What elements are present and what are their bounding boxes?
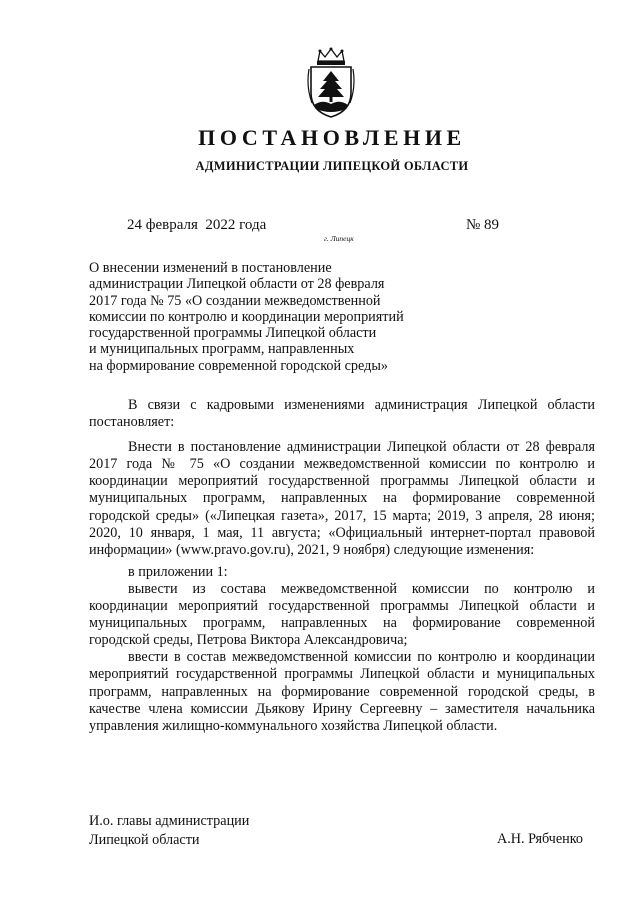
heading-line: О внесении изменений в постановление: [89, 260, 332, 276]
body-paragraph: Внести в постановление администрации Липецкой области от 28 февраля 2017 года № 75 «О создании межведомственной комиссии по контролю и координации мероприятий государственной программы Липецкой области и муниципальных программ, направленных на формирование современной городской среды» («Липецкая газета», 2017, 15 марта; 2019, 3 апреля, 28 июня; 2020, 10 января, 1 мая, 11 августа; «Официальный интернет-портал правовой информации» (www.pravo.gov.ru), 2021, 9 ноября) следующие изменения:: [89, 439, 595, 558]
document-title: ПОСТАНОВЛЕНИЕ: [198, 125, 466, 150]
document-date: 24 февраля 2022 года: [127, 217, 267, 233]
document-number: № 89: [466, 217, 500, 233]
document-subtitle: АДМИНИСТРАЦИИ ЛИПЕЦКОЙ ОБЛАСТИ: [195, 159, 469, 173]
heading-line: 2017 года № 75 «О создании межведомственной: [89, 292, 381, 309]
body-paragraph: ввести в состав межведомственной комиссии по контролю и координации мероприятий государственной программы Липецкой области и муниципальных программ, направленных на формирование современной городской среды, в качестве члена комиссии Дьякову Ирину Сергеевну – заместителя начальника управления жилищно-коммунального хозяйства Липецкой области.: [89, 649, 595, 734]
heading-line: государственной программы Липецкой области: [89, 325, 377, 342]
signature-position: [89, 812, 249, 850]
signature-name: А.Н. Рябченко: [497, 831, 583, 847]
body-paragraph: В связи с кадровыми изменениями администрация Липецкой области постановляет:: [89, 397, 595, 431]
signature-position-line: Липецкой области: [89, 832, 200, 848]
document-city: г. Липецк: [324, 234, 354, 243]
body-paragraph: в приложении 1:: [128, 563, 228, 580]
signature-position-line: И.о. главы администрации: [89, 813, 250, 829]
heading-line: администрации Липецкой области от 28 февраля: [89, 276, 385, 293]
lipetsk-coat-of-arms-icon: [306, 47, 356, 119]
heading-line: на формирование современной городской среды»: [89, 357, 388, 374]
document-body: [89, 397, 595, 735]
document-heading: [89, 260, 469, 374]
heading-line: комиссии по контролю и координации мероприятий: [89, 308, 404, 325]
body-paragraph: вывести из состава межведомственной комиссии по контролю и координации мероприятий государственной программы Липецкой области и муниципальных программ, направленных на формирование современной городской среды, Петрова Виктора Александровича;: [89, 580, 595, 649]
heading-line: и муниципальных программ, направленных: [89, 341, 355, 358]
